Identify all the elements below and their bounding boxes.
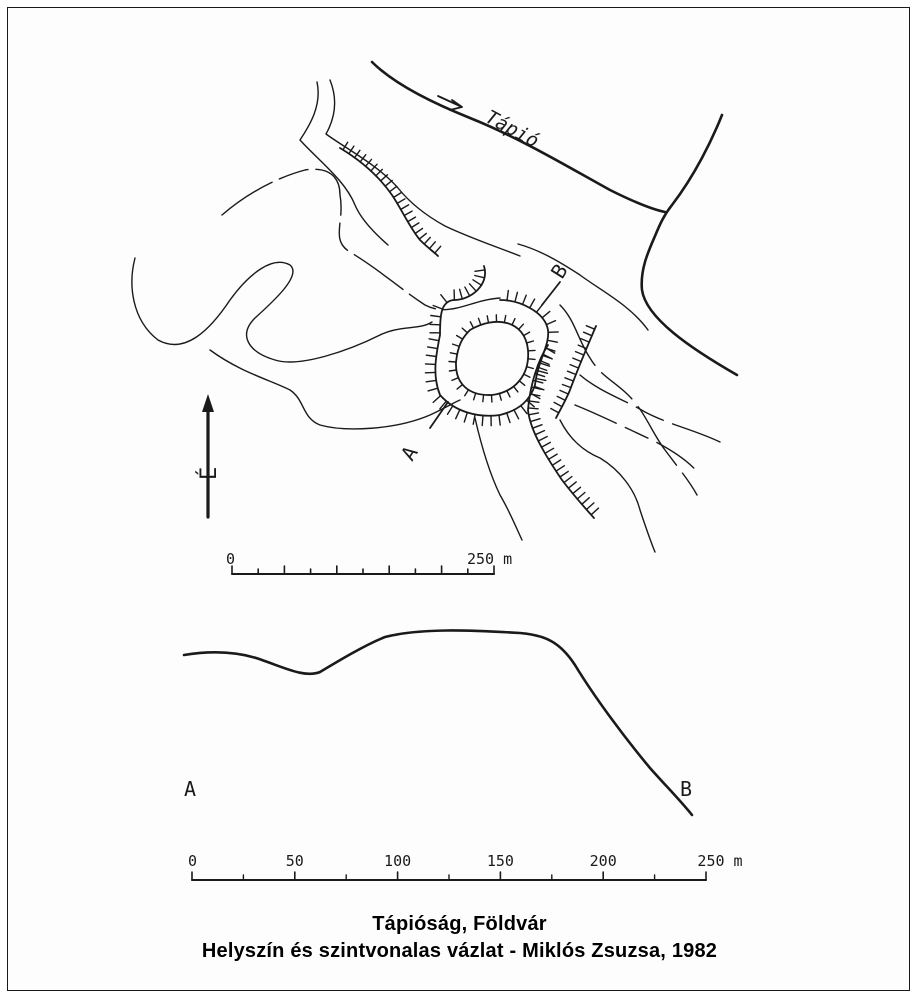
hachure-tick [582,498,590,505]
hachure-tick [577,493,585,500]
hachure-tick [565,378,574,381]
hachure-tick [507,391,510,397]
hachure-tick [548,340,558,342]
hachure-tick [419,233,426,239]
profile-scale-label: 50 [285,852,304,870]
hachure-tick [530,299,535,308]
north-label: É [197,466,222,480]
contour-line-dashed [575,405,700,475]
hachure-tick [528,408,538,409]
contour-line [210,350,460,429]
hachure-tick [519,324,524,329]
hachure-tick [448,406,453,415]
hachure-tick [557,396,565,400]
hachure-tick [397,199,405,204]
hachure-tick [431,316,441,317]
hachure-tick [482,416,483,426]
hachure-tick [426,364,436,365]
hachure-tick [584,332,592,336]
profile-scale-label: 100 [384,852,412,870]
hachure-tick [381,175,388,181]
hachure-tick [465,390,469,396]
hachure-tick [483,395,484,402]
hachure-tick [435,246,441,253]
hachure-tick [426,380,436,381]
profile-scale-bar [188,852,743,880]
river-tributary-line [642,115,737,375]
hachure-tick [568,371,576,374]
hachure-tick [535,431,544,435]
profile-scale-label: 250 m [697,852,743,870]
hachure-tick [564,477,572,483]
section-line-a [430,402,448,428]
map-scale-end-label: 250 m [467,550,513,568]
hachure-tick [433,396,440,403]
hachure-tick [524,332,530,336]
rampart-inner [449,315,535,402]
hachure-tick [556,466,564,471]
hachure-tick [512,319,515,325]
hachure-tick [549,454,558,459]
hachure-tick [570,365,578,368]
hachure-tick [529,413,539,415]
hachure-tick [546,321,555,325]
section-label-a: A [395,441,423,465]
hachure-tick [453,344,460,346]
hachure-tick [499,394,501,401]
scarp-north [340,142,441,256]
hachure-tick [470,284,477,291]
profile-scale-label: 150 [486,852,514,870]
hachure-tick [521,406,527,414]
hachure-tick [514,386,518,392]
hachure-tick [452,378,459,381]
profile-label-a: A [184,777,197,801]
hachure-group [340,142,599,518]
hachure-tick [394,193,402,198]
scarp-east-upper [551,326,596,418]
contour-line [560,420,655,552]
hachure-tick [586,503,594,510]
hachure-tick [449,370,456,371]
hachure-tick [530,419,540,422]
hachure-tick [560,390,568,394]
section-label-b: B [545,259,573,283]
hachure-tick [551,409,559,413]
hachure-tick [533,425,542,429]
hachure-tick [424,237,430,244]
contour-line [132,258,432,362]
hachure-tick [456,410,460,419]
hachure-tick [527,367,534,369]
hachure-tick [524,374,530,377]
hachure-tick [560,471,568,477]
hachure-tick [523,295,527,304]
hachure-tick [542,311,550,317]
hachure-tick [460,289,463,299]
hachure-tick [538,437,547,442]
hachure-tick [470,322,473,328]
hachure-tick [529,401,539,402]
contour-line-dashed [580,375,720,442]
hachure-tick [408,217,416,222]
hachure-tick [545,448,554,453]
hachure-tick [464,413,467,423]
hachure-tick [515,292,518,302]
hachure-tick [404,211,412,215]
hachure-tick [573,358,581,361]
hachure-tick [581,339,589,343]
hachure-tick [429,339,439,341]
hachure-tick [536,379,546,381]
hachure-tick [530,394,540,396]
hachure-tick [430,242,436,249]
hachure-tick [504,316,505,323]
hachure-tick [499,415,500,425]
hachure-tick [479,318,481,325]
hachure-tick [385,180,392,186]
contour-line-dashed [222,169,500,309]
contour-line-dashed [560,305,697,495]
hachure-tick [462,328,467,333]
hachure-tick [475,270,485,271]
section-line-b [542,282,560,305]
hachure-tick [542,442,551,447]
profile-scale-label: 200 [589,852,617,870]
caption-title: Tápióság, Földvár [372,913,547,935]
profile-curve [184,630,692,815]
hachure-tick [450,353,457,354]
hachure-tick [514,410,519,419]
hachure-tick [473,414,475,424]
hachure-tick [473,280,482,285]
hachure-tick [573,487,581,493]
hachure-tick [390,186,397,191]
contour-line [300,82,388,245]
hachure-tick [591,508,598,515]
hachure-tick [474,393,476,400]
hachure-tick [554,402,562,406]
hachure-tick [411,223,419,228]
map-scale-start-label: 0 [226,550,236,568]
hachure-tick [507,413,510,423]
flow-arrow-icon [438,96,462,110]
hachure-tick [449,362,456,363]
hachure-tick [562,385,571,388]
hachure-tick [465,287,470,296]
hachure-tick [457,385,462,390]
hachure-tick [507,291,508,301]
hachure-tick [441,295,447,303]
hachure-tick [415,228,422,233]
caption-subtitle: Helyszín és szintvonalas vázlat - Miklós Zsuzsa, 1982 [201,940,718,962]
river-label: Tápió [481,105,543,153]
hachure-tick [528,359,535,360]
hachure-tick [475,276,485,278]
hachure-tick [568,482,576,488]
hachure-tick [428,347,438,349]
north-arrow-icon [202,394,214,412]
hachure-tick [426,355,436,356]
map-scale-bar [226,550,512,574]
hachure-tick [586,326,594,330]
hachure-tick [428,388,438,391]
hachure-tick [538,371,548,374]
hachure-tick [527,341,534,343]
contour-line [475,418,522,540]
hachure-tick [519,381,524,386]
profile-label-b: B [680,777,693,801]
hachure-tick [487,316,488,323]
hachure-tick [576,352,584,355]
hachure-tick [401,205,409,210]
profile-scale-label: 0 [188,852,198,870]
hachure-tick [552,460,560,465]
contour-line [518,244,648,330]
hachure-tick [457,336,463,340]
